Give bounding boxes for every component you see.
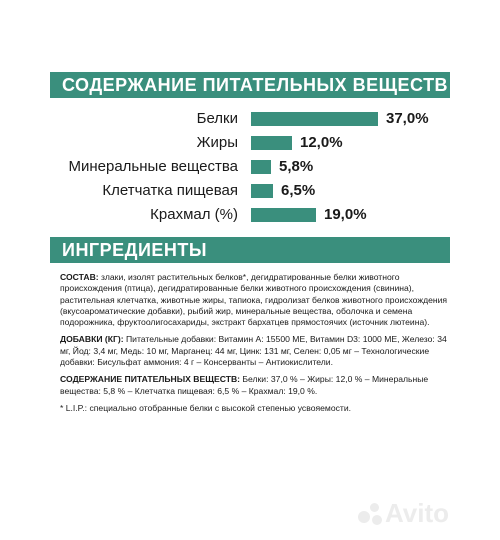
nutrient-value: 19,0% [324,206,367,223]
nutrient-label: Минеральные вещества [68,158,238,175]
nutrient-value: 5,8% [279,158,314,175]
nutrient-label: Белки [196,110,238,127]
composition-text: злаки, изолят растительных белков*, дегидратированные белки животного происхождения (птица), дегидратированные белки животного происхождения (свинина), растительная клетчатка, животные жиры, тапиока, гидролизат белков животного происхождения (вкусоароматические добавки), рыбий жир, минеральные вещества, оболочка и семена подорожника, фруктоолигосахариды, экстракт бархатцев прямостоячих (источник лютеина). [60,272,448,328]
nutrient-row [0,156,500,178]
nutrition-paragraph [60,374,452,397]
composition-paragraph [60,272,452,328]
nutrient-bar [251,136,292,150]
avito-watermark: Avito [385,498,450,528]
additives-paragraph [60,334,452,368]
ingredients-header: ИНГРЕДИЕНТЫ [50,237,450,263]
nutrient-bar [251,160,271,174]
nutrient-value: 37,0% [386,110,429,127]
nutrient-bar [251,208,316,222]
nutrition-text: Белки: 37,0 % – Жиры: 12,0 % – Минеральные вещества: 5,8 % – Клетчатка пищевая: 6,5 % – Крахмал: 19,0 %. [60,374,429,396]
footnote: * L.I.P.: специально отобранные белки с высокой степенью усвояемости. [60,402,352,413]
nutrients-header: СОДЕРЖАНИЕ ПИТАТЕЛЬНЫХ ВЕЩЕСТВ [50,72,450,98]
nutrient-value: 12,0% [300,134,343,151]
nutrient-label: Клетчатка пищевая [102,182,238,199]
nutrition-label: СОДЕРЖАНИЕ ПИТАТЕЛЬНЫХ ВЕЩЕСТВ: [60,374,241,385]
avito-logo-icon [358,503,386,527]
ingredients-text [60,272,452,420]
nutrient-label: Крахмал (%) [150,206,238,223]
nutrient-row [0,180,500,202]
additives-label: ДОБАВКИ (КГ): [60,334,124,345]
nutrient-bar [251,112,378,126]
nutrient-bar [251,184,273,198]
nutrient-row [0,204,500,226]
composition-label: СОСТАВ: [60,272,99,282]
additives-text: Питательные добавки: Витамин A: 15500 МЕ, Витамин D3: 1000 МЕ, Железо: 34 мг, Йод: 3,4 мг, Медь: 10 мг, Марганец: 44 мг, Цинк: 131 мг, Селен: 0,05 мг – Технологические добавки: Бисульфат аммония: 4 г – Консерванты – Антиокислители. [60,334,447,368]
nutrient-label: Жиры [196,134,238,151]
nutrient-row [0,132,500,154]
nutrient-value: 6,5% [281,182,316,199]
nutrient-row [0,108,500,130]
